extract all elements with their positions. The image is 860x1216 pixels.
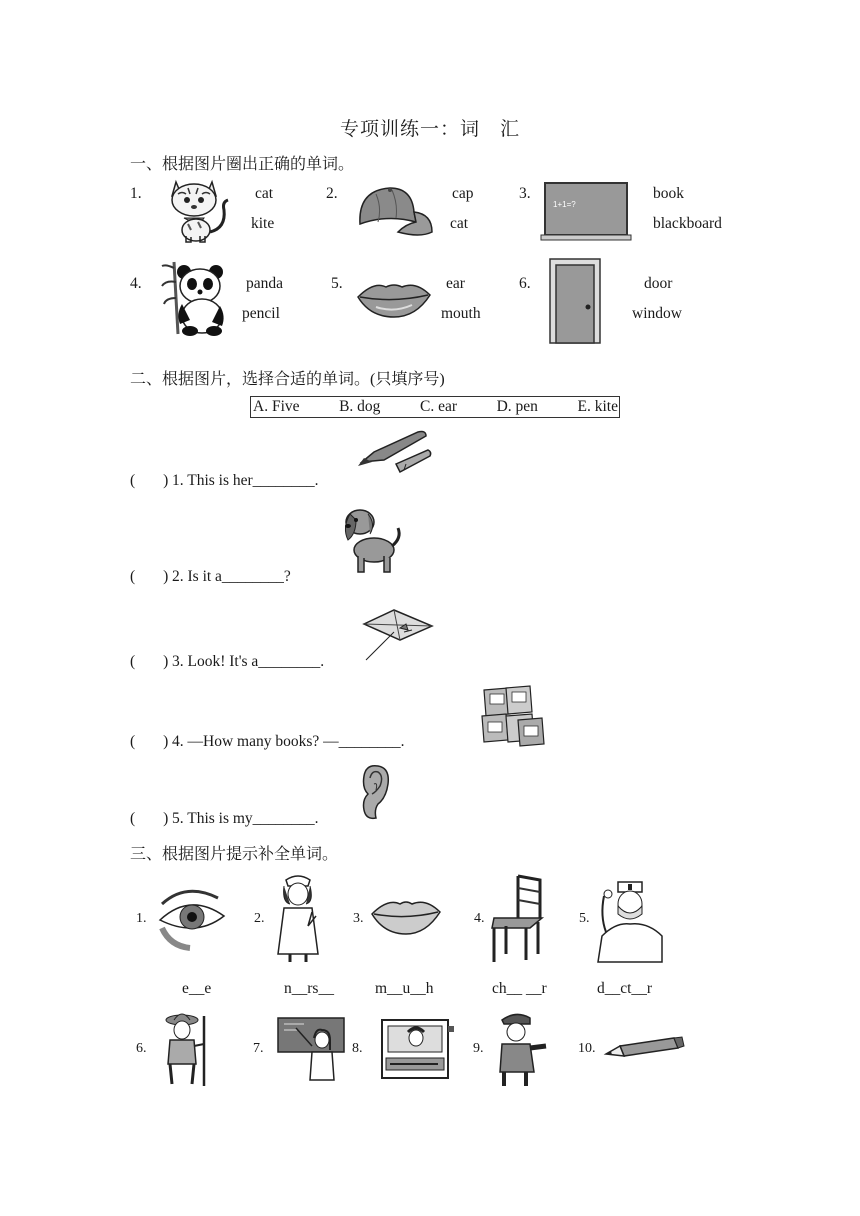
ear-picture bbox=[358, 764, 392, 822]
blackboard-picture bbox=[541, 181, 633, 243]
word-option[interactable]: window bbox=[632, 305, 682, 322]
kite-picture bbox=[360, 606, 436, 662]
item-number: 2. bbox=[254, 911, 265, 926]
pen-picture bbox=[356, 428, 432, 476]
option-e: E. kite bbox=[577, 398, 618, 415]
word-option[interactable]: cap bbox=[452, 185, 474, 202]
word-hint: d__ct__r bbox=[597, 980, 653, 997]
question-text: 5. This is my________. bbox=[172, 810, 319, 827]
cat-picture bbox=[162, 174, 234, 244]
word-option[interactable]: cat bbox=[450, 215, 469, 232]
item-number: 5. bbox=[579, 911, 590, 926]
word-hint: e__e bbox=[182, 980, 212, 997]
question-text: 4. —How many books? —________. bbox=[172, 733, 405, 750]
item-number: 2. bbox=[326, 185, 338, 202]
teacher-picture bbox=[276, 1016, 346, 1082]
question-row: ( ) 4. —How many books? —________. bbox=[130, 733, 405, 750]
mouth-picture bbox=[370, 896, 442, 936]
dog-picture bbox=[340, 504, 404, 576]
item-number: 4. bbox=[474, 911, 485, 926]
doctor-picture bbox=[596, 876, 664, 962]
option-a: A. Five bbox=[253, 398, 300, 415]
question-text: 2. Is it a________? bbox=[172, 568, 291, 585]
word-option[interactable]: blackboard bbox=[653, 215, 722, 232]
word-option[interactable]: mouth bbox=[441, 305, 481, 322]
item-number: 1. bbox=[130, 185, 142, 202]
word-hint: n__rs__ bbox=[284, 980, 334, 997]
item-number: 8. bbox=[352, 1041, 363, 1056]
word-option[interactable]: cat bbox=[255, 185, 274, 202]
item-number: 6. bbox=[136, 1041, 147, 1056]
item-number: 1. bbox=[136, 911, 147, 926]
item-number: 9. bbox=[473, 1041, 484, 1056]
item-number: 7. bbox=[253, 1041, 264, 1056]
item-number: 10. bbox=[578, 1041, 596, 1056]
word-hint: ch__ __r bbox=[492, 980, 547, 997]
page-title: 专项训练一：词 汇 bbox=[339, 119, 520, 140]
option-d: D. pen bbox=[496, 398, 538, 415]
section-1-heading: 一、根据图片圈出正确的单词。 bbox=[130, 156, 355, 173]
item-number: 3. bbox=[353, 911, 364, 926]
item-number: 4. bbox=[130, 275, 142, 292]
books-picture bbox=[478, 686, 548, 746]
item-number: 6. bbox=[519, 275, 531, 292]
question-row: ( ) 5. This is my________. bbox=[130, 810, 319, 827]
nurse-picture bbox=[272, 872, 322, 964]
word-option[interactable]: kite bbox=[251, 215, 275, 232]
word-option[interactable]: panda bbox=[246, 275, 284, 292]
policeman-picture bbox=[494, 1010, 548, 1088]
option-b: B. dog bbox=[339, 398, 381, 415]
eye-picture bbox=[156, 884, 228, 952]
chair-picture bbox=[488, 874, 550, 964]
item-number: 5. bbox=[331, 275, 343, 292]
question-text: 1. This is her________. bbox=[172, 472, 319, 489]
door-picture bbox=[548, 257, 602, 345]
panda-picture bbox=[158, 258, 234, 336]
mouth-picture bbox=[356, 279, 432, 319]
option-c: C. ear bbox=[420, 398, 458, 415]
section-2-heading: 二、根据图片，选择合适的单词。(只填序号) bbox=[130, 371, 445, 388]
pencil-picture bbox=[604, 1036, 686, 1062]
board-text: 1+1=? bbox=[553, 200, 576, 209]
word-option[interactable]: door bbox=[644, 275, 673, 292]
section-3-heading: 三、根据图片提示补全单词。 bbox=[130, 846, 339, 863]
item-number: 3. bbox=[519, 185, 531, 202]
word-option[interactable]: book bbox=[653, 185, 684, 202]
question-text: 3. Look! It's a________. bbox=[172, 653, 325, 670]
word-hint: m__u__h bbox=[375, 980, 434, 997]
question-row: ( ) 1. This is her________. bbox=[130, 472, 319, 489]
word-option[interactable]: pencil bbox=[242, 305, 280, 322]
options-box bbox=[250, 396, 620, 418]
question-row: ( ) 3. Look! It's a________. bbox=[130, 653, 325, 670]
farmer-picture bbox=[160, 1010, 212, 1086]
cap-picture bbox=[352, 184, 434, 242]
driver-picture bbox=[378, 1016, 456, 1082]
question-row: ( ) 2. Is it a________? bbox=[130, 568, 291, 585]
word-option[interactable]: ear bbox=[446, 275, 465, 292]
